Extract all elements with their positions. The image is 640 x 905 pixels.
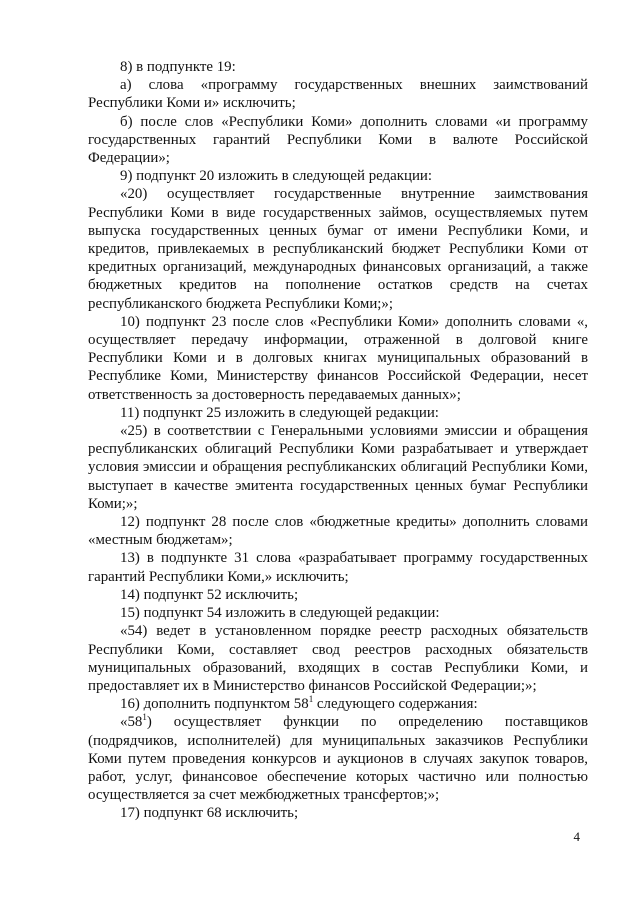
- paragraph: б) после слов «Республики Коми» дополнить словами «и программу государственных гарантий Республики Коми в валюте Российской Федерации»;: [88, 113, 588, 167]
- paragraph: 13) в подпункте 31 слова «разрабатывает программу государственных гарантий Республики Коми,» исключить;: [88, 550, 588, 585]
- document-body: [88, 58, 588, 823]
- paragraph: 11) подпункт 25 изложить в следующей редакции:: [120, 404, 439, 421]
- superscript: 1: [308, 694, 314, 705]
- paragraph: 15) подпункт 54 изложить в следующей редакции:: [120, 605, 440, 622]
- text-run: «58: [120, 714, 143, 731]
- paragraph: 8) в подпункте 19:: [120, 59, 236, 75]
- paragraph: 10) подпункт 23 после слов «Республики Коми» дополнить словами «, осуществляет передачу информации, отраженной в долговой книге Республики Коми и в долговых книгах муниципальных образований в Республике Коми, Министерству финансов Российской Федерации, несет ответственность за достоверность передаваемых данных»;: [88, 313, 588, 403]
- page-number: 4: [573, 829, 580, 844]
- paragraph: [88, 713, 588, 804]
- text-run: 16) дополнить подпунктом 58: [120, 696, 309, 713]
- paragraph: «20) осуществляет государственные внутренние заимствования Республики Коми в виде государственных займов, осуществляемых путем выпуска государственных ценных бумаг от имени Республики Коми, и кредитов, привлекаемых в республиканский бюджет Республики Коми от кредитных организаций, международных финансовых организаций, а также бюджетных кредитов на пополнение остатков средств на счетах республиканского бюджета Республики Коми;»;: [88, 186, 588, 312]
- paragraph: [88, 695, 588, 713]
- paragraph: 14) подпункт 52 исключить;: [120, 586, 299, 603]
- superscript: 1: [142, 712, 147, 723]
- text-run: ) осуществляет функции по определению поставщиков (подрядчиков, исполнителей) для муниципальных заказчиков Республики Коми путем проведения конкурсов и аукционов в случаях закупок товаров, работ, услуг, финансовое обеспечение которых частично или полностью осуществляется за счет межбюджетных трансфертов;»;: [88, 714, 588, 804]
- paragraph: «25) в соответствии с Генеральными условиями эмиссии и обращения республиканских облигаций Республики Коми разрабатывает и утверждает условия эмиссии и обращения республиканских облигаций Республики Коми, выступает в качестве эмитента государственных ценных бумаг Республики Коми;»;: [88, 423, 588, 512]
- paragraph: 17) подпункт 68 исключить;: [120, 805, 299, 822]
- paragraph: а) слова «программу государственных внешних заимствований Республики Коми и» исключить;: [88, 77, 588, 112]
- paragraph: 12) подпункт 28 после слов «бюджетные кредиты» дополнить словами «местным бюджетам»;: [88, 514, 588, 549]
- paragraph: 9) подпункт 20 изложить в следующей редакции:: [120, 168, 433, 185]
- paragraph: «54) ведет в установленном порядке реестр расходных обязательств Республики Коми, составляет свод реестров расходных обязательств муниципальных образований, входящих в состав Республики Коми, и предоставляет их в Министерство финансов Российской Федерации;»;: [88, 623, 588, 694]
- text-run: следующего содержания:: [313, 696, 478, 713]
